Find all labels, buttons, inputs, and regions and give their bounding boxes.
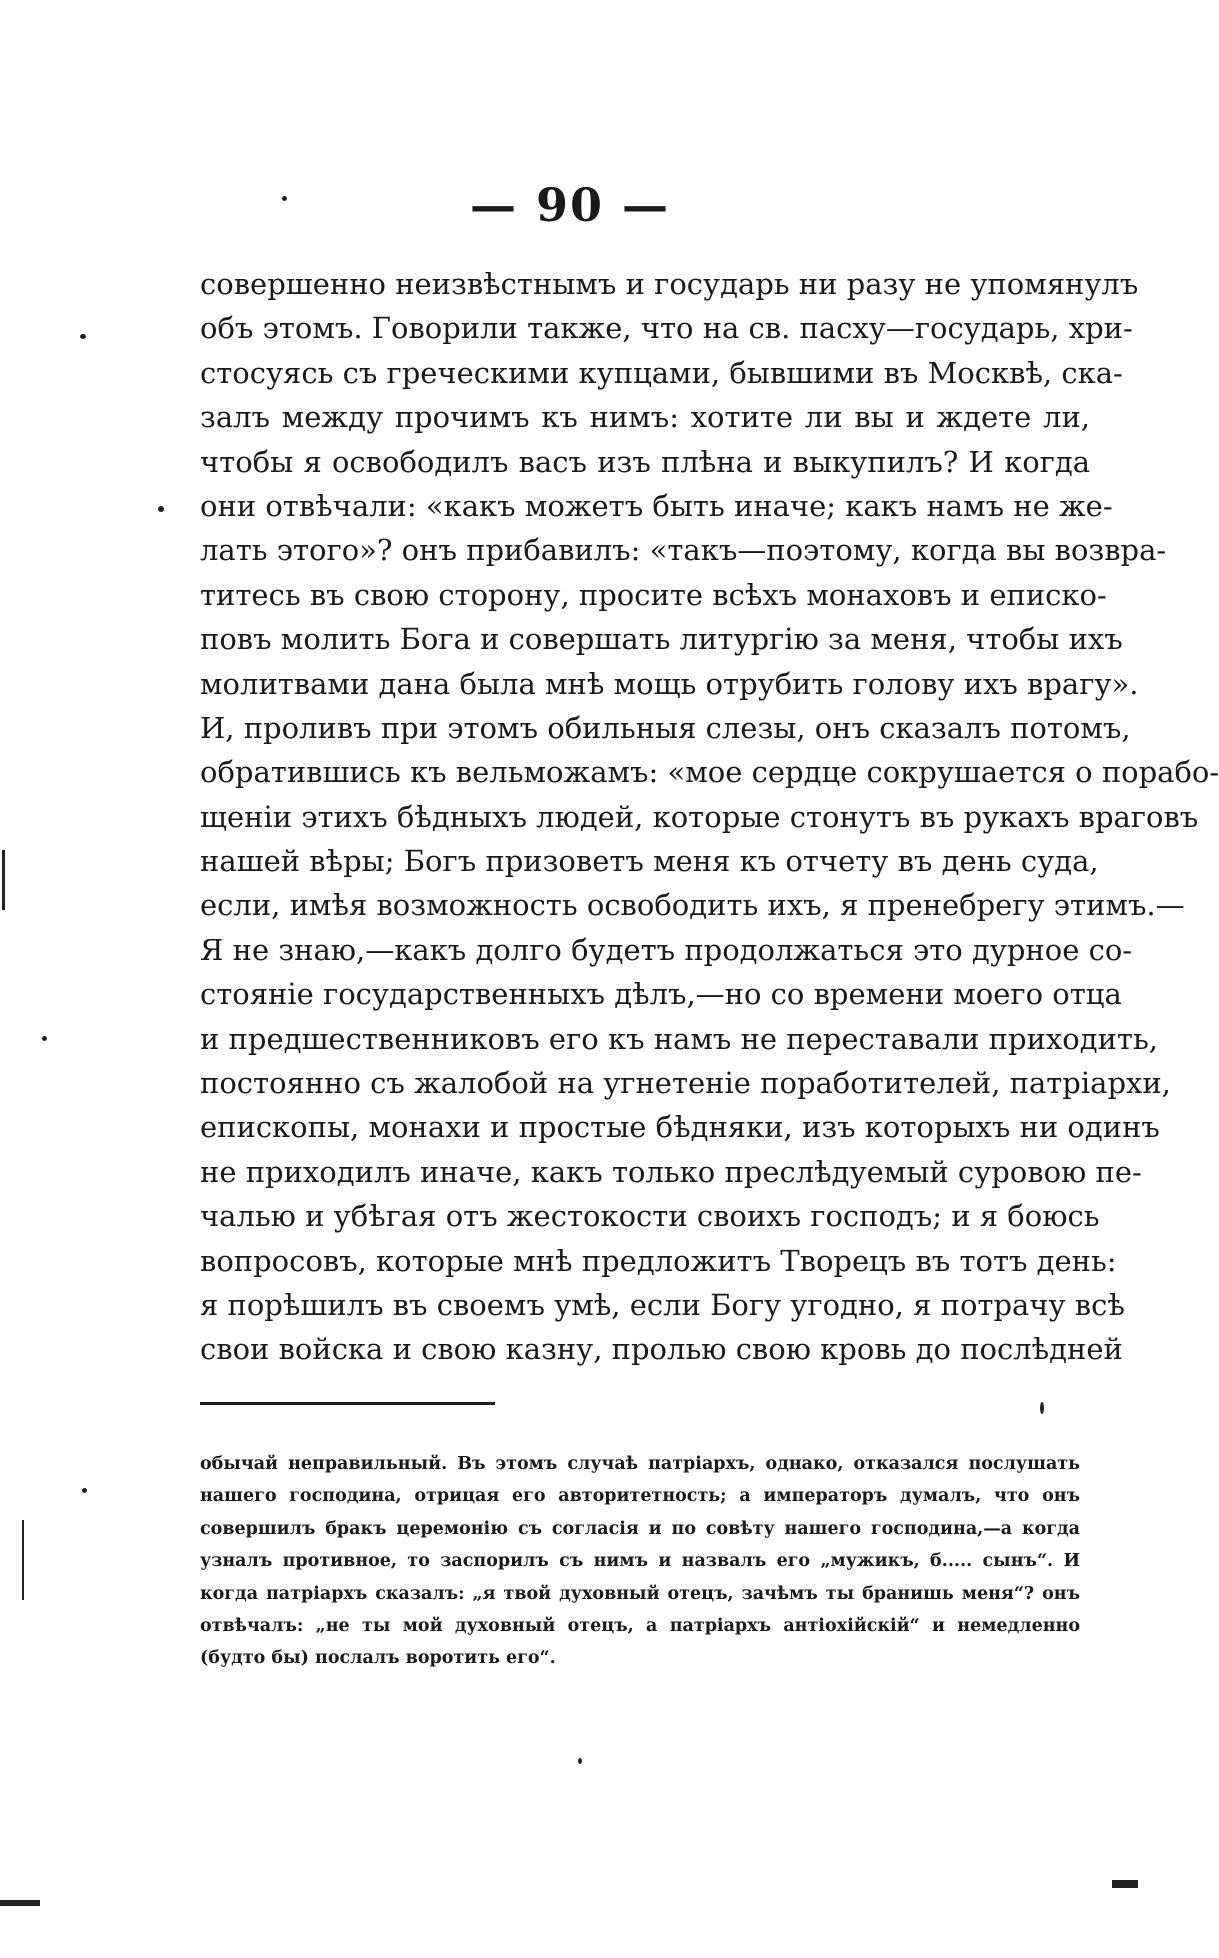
footnote-line: нашего господина, отрицая его авторитетность; а императоръ думалъ, что онъ (200, 1486, 1080, 1507)
text-line: повъ молить Бога и совершать литургію за меня, чтобы ихъ (200, 622, 1123, 657)
scan-speck (1040, 1402, 1044, 1414)
text-line: титесь въ свою сторону, просите всѣхъ монаховъ и еписко- (200, 577, 1107, 612)
footnote-line: совершилъ бракъ церемонію съ согласія и по совѣту нашего господина,—а когда (200, 1518, 1080, 1539)
scan-speck (158, 506, 164, 512)
text-line: я порѣшилъ въ своемъ умѣ, если Богу угодно, я потрачу всѣ (200, 1287, 1125, 1322)
main-text (200, 262, 1219, 1372)
text-line: обратившись къ вельможамъ: «мое сердце сокрушается о порабо- (200, 755, 1219, 790)
scan-speck (82, 1488, 87, 1493)
text-line: нашей вѣры; Богъ призоветъ меня къ отчету въ день суда, (200, 844, 1099, 879)
text-line: совершенно неизвѣстнымъ и государь ни разу не упомянулъ (200, 267, 1139, 301)
text-line: постоянно съ жалобой на угнетеніе поработителей, патріархи, (200, 1066, 1171, 1101)
text-line: лать этого»? онъ прибавилъ: «такъ—поэтому, когда вы возвра- (200, 533, 1167, 568)
text-line: и предшественниковъ его къ намъ не переставали приходить, (200, 1021, 1158, 1056)
text-line: Я не знаю,—какъ долго будетъ продолжаться это дурное со- (200, 932, 1133, 967)
scan-speck (578, 1758, 582, 1764)
text-line: молитвами дана была мнѣ мощь отрубить голову ихъ врагу». (200, 666, 1139, 701)
scan-edge-mark (22, 1520, 24, 1600)
text-line: щеніи этихъ бѣдныхъ людей, которые стонутъ въ рукахъ враговъ (200, 799, 1199, 834)
footnote-line: обычай неправильный. Въ этомъ случаѣ патріархъ, однако, отказался послушать (200, 1454, 1080, 1474)
text-line: свои войска и свою казну, пролью свою кровь до послѣдней (200, 1332, 1123, 1367)
scan-edge-mark (0, 1900, 40, 1906)
scan-edge-mark (2, 850, 5, 910)
scan-speck (282, 196, 287, 201)
text-line: залъ между прочимъ къ нимъ: хотите ли вы и ждете ли, (200, 400, 1090, 435)
footnote-line: когда патріархъ сказалъ: „я твой духовный отецъ, зачѣмъ ты бранишь меня“? онъ (200, 1583, 1080, 1604)
text-line: они отвѣчали: «какъ можетъ быть иначе; какъ намъ не же- (200, 488, 1113, 523)
scan-speck (42, 1036, 47, 1041)
text-line: вопросовъ, которые мнѣ предложитъ Творецъ въ тотъ день: (200, 1243, 1117, 1278)
scan-edge-mark (1112, 1880, 1138, 1888)
text-line: чтобы я освободилъ васъ изъ плѣна и выкупилъ? И когда (200, 444, 1090, 479)
footnote (200, 1448, 1080, 1675)
text-line: епископы, монахи и простые бѣдняки, изъ которыхъ ни одинъ (200, 1110, 1160, 1145)
scan-speck (80, 334, 86, 339)
text-line: стояніе государственныхъ дѣлъ,—но со времени моего отца (200, 977, 1122, 1012)
text-line: не приходилъ иначе, какъ только преслѣдуемый суровою пе- (200, 1154, 1142, 1189)
text-line: если, имѣя возможность освободить ихъ, я пренебрегу этимъ.— (200, 888, 1185, 923)
text-line: И, проливъ при этомъ обильныя слезы, онъ сказалъ потомъ, (200, 710, 1131, 745)
footnote-line: (будто бы) послалъ воротить его“. (200, 1648, 556, 1669)
footnote-line: узналъ противное, то заспорилъ съ нимъ и назвалъ его „мужикъ, б..... сынъ“. И (200, 1551, 1080, 1572)
page-number: — 90 — (469, 178, 671, 232)
footnote-divider (200, 1402, 495, 1405)
text-line: стосуясь съ греческими купцами, бывшими въ Москвѣ, ска- (200, 355, 1123, 390)
footnote-line: отвѣчалъ: „не ты мой духовный отецъ, а патріархъ антіохійскій“ и немедленно (200, 1615, 1080, 1636)
text-line: чалью и убѣгая отъ жестокости своихъ господъ; и я боюсь (200, 1199, 1100, 1234)
text-line: объ этомъ. Говорили также, что на св. пасху—государь, хри- (200, 311, 1133, 346)
